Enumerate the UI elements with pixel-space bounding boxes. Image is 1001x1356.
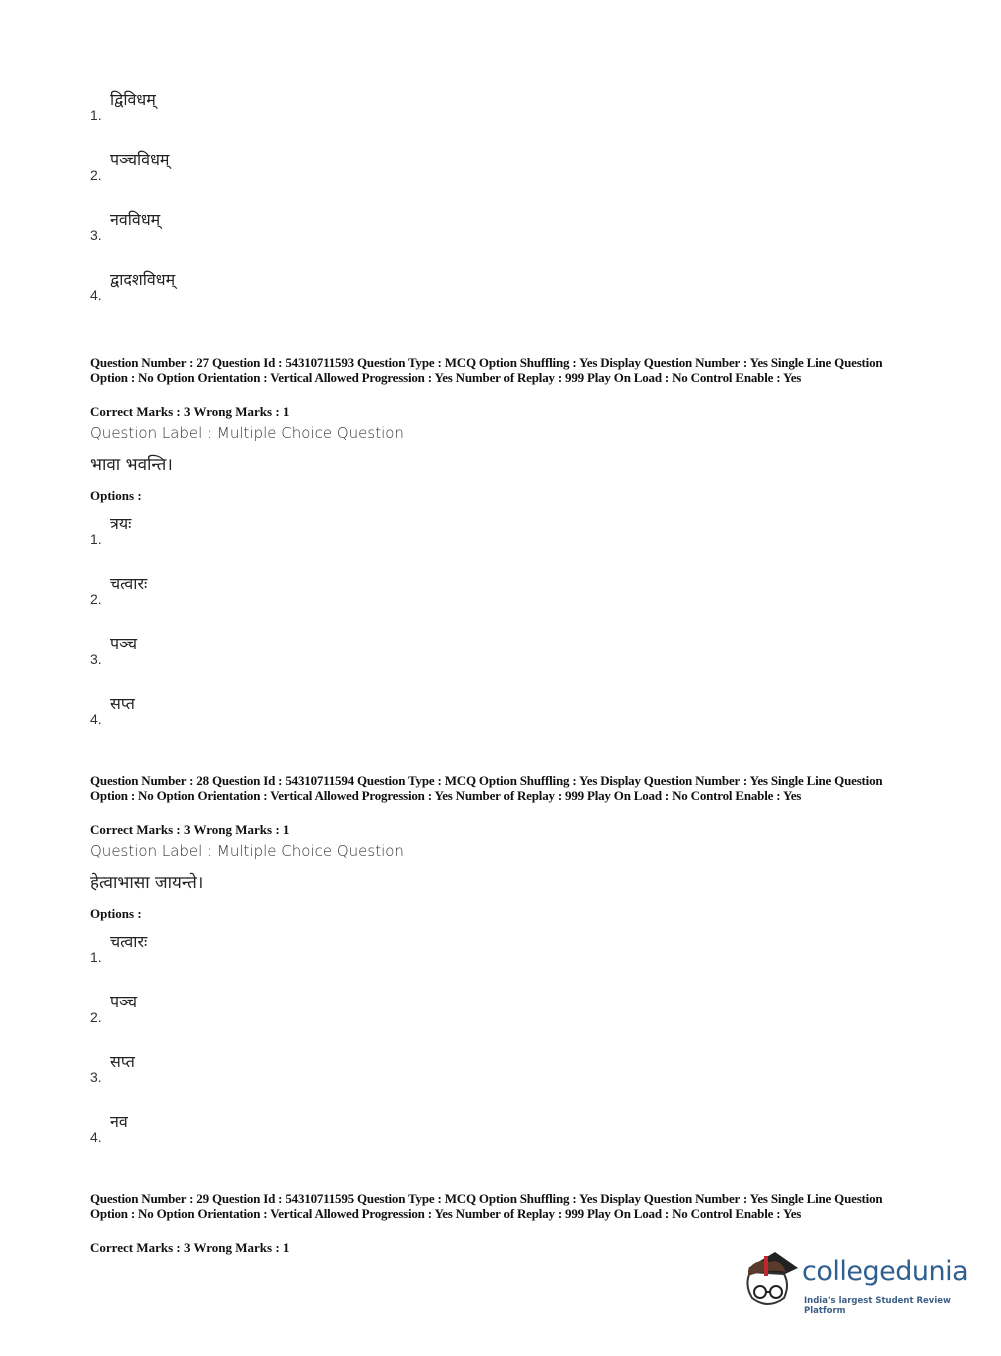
question-marks: Correct Marks : 3 Wrong Marks : 1 (90, 1240, 290, 1255)
option-text: सप्त (110, 1052, 135, 1071)
question-text: भावा भवन्ति। (90, 455, 173, 475)
options-heading: Options : (90, 906, 142, 921)
options-heading: Options : (90, 488, 142, 503)
option-text: नवविधम् (110, 210, 161, 229)
option-number: 1. (90, 531, 102, 547)
option-text: द्वादशविधम् (110, 270, 176, 289)
option-number: 3. (90, 1069, 102, 1085)
option-number: 4. (90, 711, 102, 727)
option-number: 1. (90, 949, 102, 965)
option-number: 2. (90, 1009, 102, 1025)
option-text: पञ्चविधम् (110, 150, 170, 169)
question-metadata: Question Number : 28 Question Id : 54310711594 Question Type : MCQ Option Shuffling : Yes Display Question Number : Yes Single Line Question Option : No Option Orientation : Vertical Allowed Progression : Yes Number of Replay : 999 Play On Load : No Control Enable : Yes (90, 773, 883, 803)
mascot-icon (740, 1250, 800, 1315)
option-number: 1. (90, 107, 102, 123)
collegedunia-logo (740, 1250, 970, 1315)
option-number: 2. (90, 167, 102, 183)
logo-tagline: India's largest Student Review Platform (804, 1296, 951, 1316)
option-number: 4. (90, 1129, 102, 1145)
option-number: 4. (90, 287, 102, 303)
option-text: त्रयः (110, 514, 132, 533)
question-text: हेत्वाभासा जायन्ते। (90, 873, 204, 893)
question-metadata: Question Number : 27 Question Id : 54310711593 Question Type : MCQ Option Shuffling : Yes Display Question Number : Yes Single Line Question Option : No Option Orientation : Vertical Allowed Progression : Yes Number of Replay : 999 Play On Load : No Control Enable : Yes (90, 355, 883, 385)
question-metadata: Question Number : 29 Question Id : 54310711595 Question Type : MCQ Option Shuffling : Yes Display Question Number : Yes Single Line Question Option : No Option Orientation : Vertical Allowed Progression : Yes Number of Replay : 999 Play On Load : No Control Enable : Yes (90, 1191, 883, 1221)
option-number: 2. (90, 591, 102, 607)
option-text: पञ्च (110, 992, 138, 1011)
option-text: नव (110, 1112, 128, 1131)
option-text: द्विविधम् (110, 90, 156, 109)
option-number: 3. (90, 651, 102, 667)
option-text: सप्त (110, 694, 135, 713)
option-text: पञ्च (110, 634, 138, 653)
logo-name: collegedunia (802, 1256, 969, 1287)
question-marks: Correct Marks : 3 Wrong Marks : 1 (90, 404, 290, 419)
question-label: Question Label : Multiple Choice Question (90, 424, 404, 442)
option-number: 3. (90, 227, 102, 243)
option-text: चत्वारः (110, 574, 148, 593)
option-text: चत्वारः (110, 932, 148, 951)
question-marks: Correct Marks : 3 Wrong Marks : 1 (90, 822, 290, 837)
question-label: Question Label : Multiple Choice Question (90, 842, 404, 860)
